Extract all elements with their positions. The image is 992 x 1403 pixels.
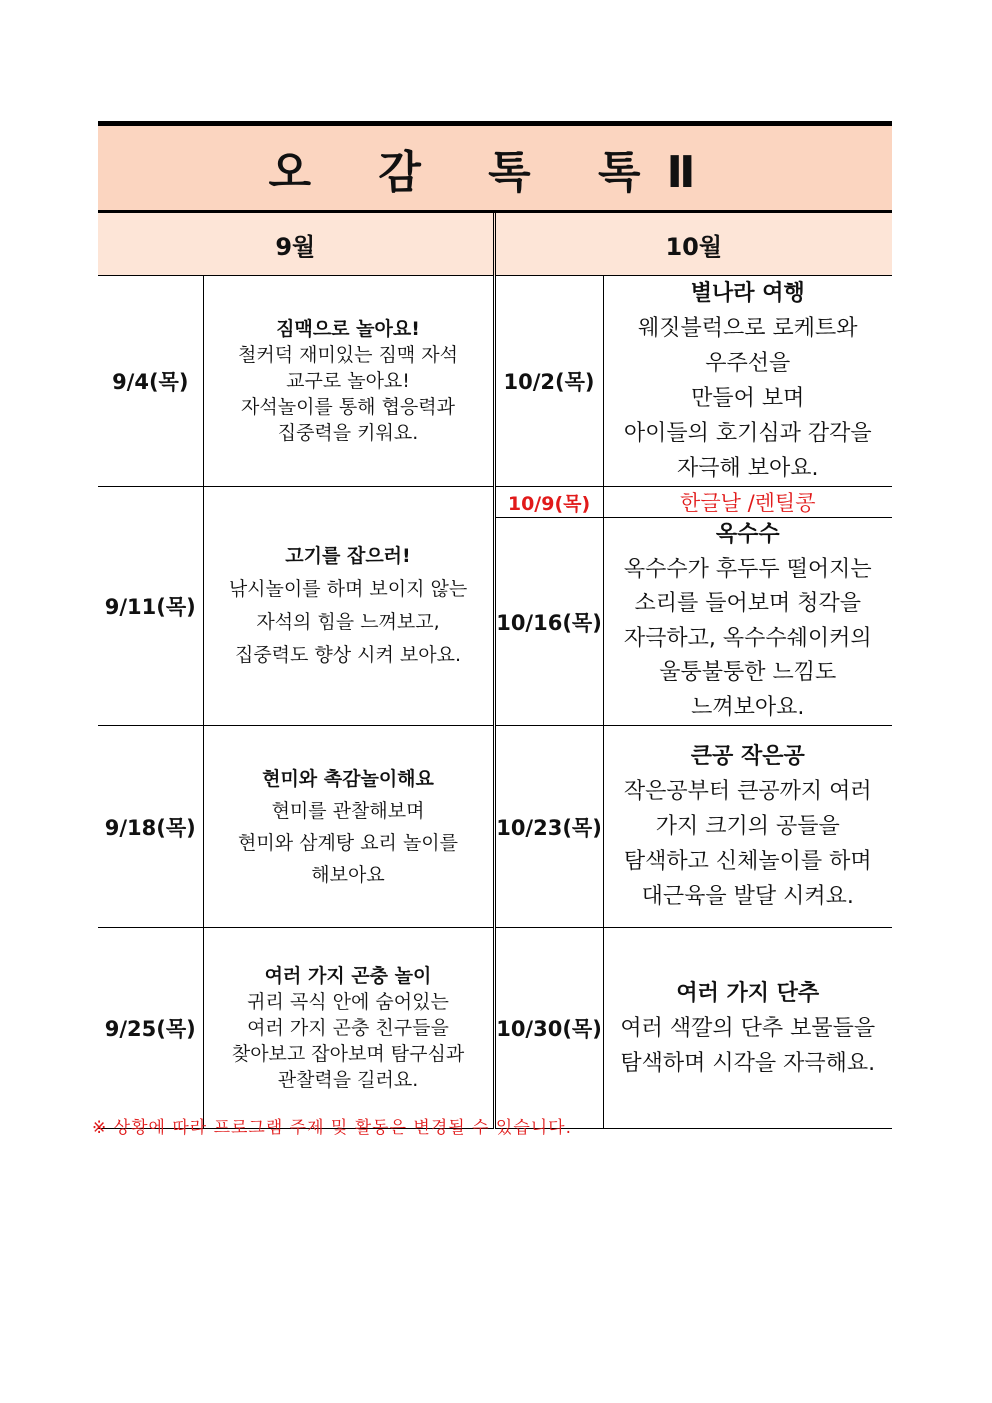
oct-activity-1: [603, 276, 892, 487]
oct-heading-1: 별나라 여행: [690, 281, 805, 306]
oct-line: 만들어 보며: [691, 386, 805, 411]
oct-activity-3: [603, 518, 892, 726]
sep-date-1: 9/4(목): [98, 276, 203, 487]
title-bar: [98, 121, 892, 213]
sep-line: 해보아요: [311, 863, 385, 886]
sep-line: 철커덕 재미있는 짐맥 자석: [238, 344, 459, 366]
sep-heading-4: 여러 가지 곤충 놀이: [264, 965, 432, 987]
oct-heading-4: 큰공 작은공: [690, 744, 805, 769]
sep-activity-1: [203, 276, 494, 487]
oct-heading-5: 여러 가지 단추: [676, 980, 820, 1006]
oct-line: 작은공부터 큰공까지 여러: [623, 779, 872, 804]
sep-line: 낚시놀이를 하며 보이지 않는: [228, 578, 468, 600]
oct-activity-5: [603, 928, 892, 1129]
oct-date-1: 10/2(목): [494, 276, 603, 487]
oct-line: 소리를 들어보며 청각을: [634, 591, 862, 616]
sep-line: 관찰력을 길러요.: [277, 1069, 419, 1091]
oct-line: 옥수수가 후두두 떨어지는: [623, 556, 872, 582]
sep-heading-1: 짐맥으로 놀아요!: [276, 318, 420, 340]
oct-line: 웨짓블럭으로 로케트와: [638, 316, 858, 341]
sep-line: 집중력을 키워요.: [277, 422, 419, 444]
sep-line: 교구로 놀아요!: [286, 370, 410, 392]
oct-line: 느껴보아요.: [691, 694, 805, 720]
sep-line: 찾아보고 잡아보며 탐구심과: [231, 1043, 465, 1065]
month-header-october: 10월: [494, 213, 892, 276]
schedule-table: [98, 213, 892, 1129]
oct-line: 대근육을 발달 시켜요.: [641, 884, 854, 909]
oct-date-holiday: 10/9(목): [494, 487, 603, 518]
sep-activity-4: [203, 928, 494, 1129]
month-header-september: 9월: [98, 213, 494, 276]
sep-line: 자석의 힘을 느껴보고,: [256, 611, 440, 633]
page-title: 오 감 톡 톡Ⅱ: [268, 147, 722, 198]
sep-heading-2: 고기를 잡으러!: [285, 545, 411, 567]
sep-activity-3: [203, 726, 494, 928]
oct-line: 자극해 보아요.: [677, 456, 819, 481]
sep-line: 집중력도 향상 시켜 보아요.: [234, 644, 462, 666]
oct-line: 탐색하고 신체놀이를 하며: [623, 849, 872, 874]
oct-activity-4: [603, 726, 892, 928]
sep-line: 현미를 관찰해보며: [271, 799, 425, 822]
footer-note: ※ 상황에 따라 프로그램 주제 및 활동은 변경될 수 있습니다.: [92, 1118, 572, 1138]
sep-line: 귀리 곡식 안에 숨어있는: [247, 991, 449, 1013]
sep-date-4: 9/25(목): [98, 928, 203, 1129]
oct-line: 아이들의 호기심과 감각을: [623, 421, 872, 446]
oct-line: 울퉁불퉁한 느낌도: [659, 660, 837, 685]
sep-line: 자석놀이를 통해 협응력과: [241, 396, 455, 418]
oct-date-3: 10/16(목): [494, 518, 603, 726]
sep-activity-2: [203, 487, 494, 726]
oct-heading-3: 옥수수: [715, 522, 780, 547]
sep-line: 여러 가지 곤충 친구들을: [247, 1017, 449, 1039]
oct-line: 우주선을: [705, 351, 791, 376]
oct-line: 가지 크기의 공들을: [655, 814, 840, 839]
oct-holiday-text: 한글날 /렌틸콩: [603, 487, 892, 518]
oct-line: 탐색하며 시각을 자극해요.: [620, 1050, 876, 1076]
sep-date-2: 9/11(목): [98, 487, 203, 726]
oct-date-5: 10/30(목): [494, 928, 603, 1129]
sep-date-3: 9/18(목): [98, 726, 203, 928]
oct-date-4: 10/23(목): [494, 726, 603, 928]
schedule-document: [98, 121, 892, 1129]
oct-line: 자극하고, 옥수수쉐이커의: [623, 625, 872, 651]
oct-line: 여러 색깔의 단추 보물들을: [620, 1015, 876, 1041]
sep-heading-3: 현미와 촉감놀이해요: [262, 767, 434, 790]
sep-line: 현미와 삼계탕 요리 놀이를: [238, 831, 459, 854]
